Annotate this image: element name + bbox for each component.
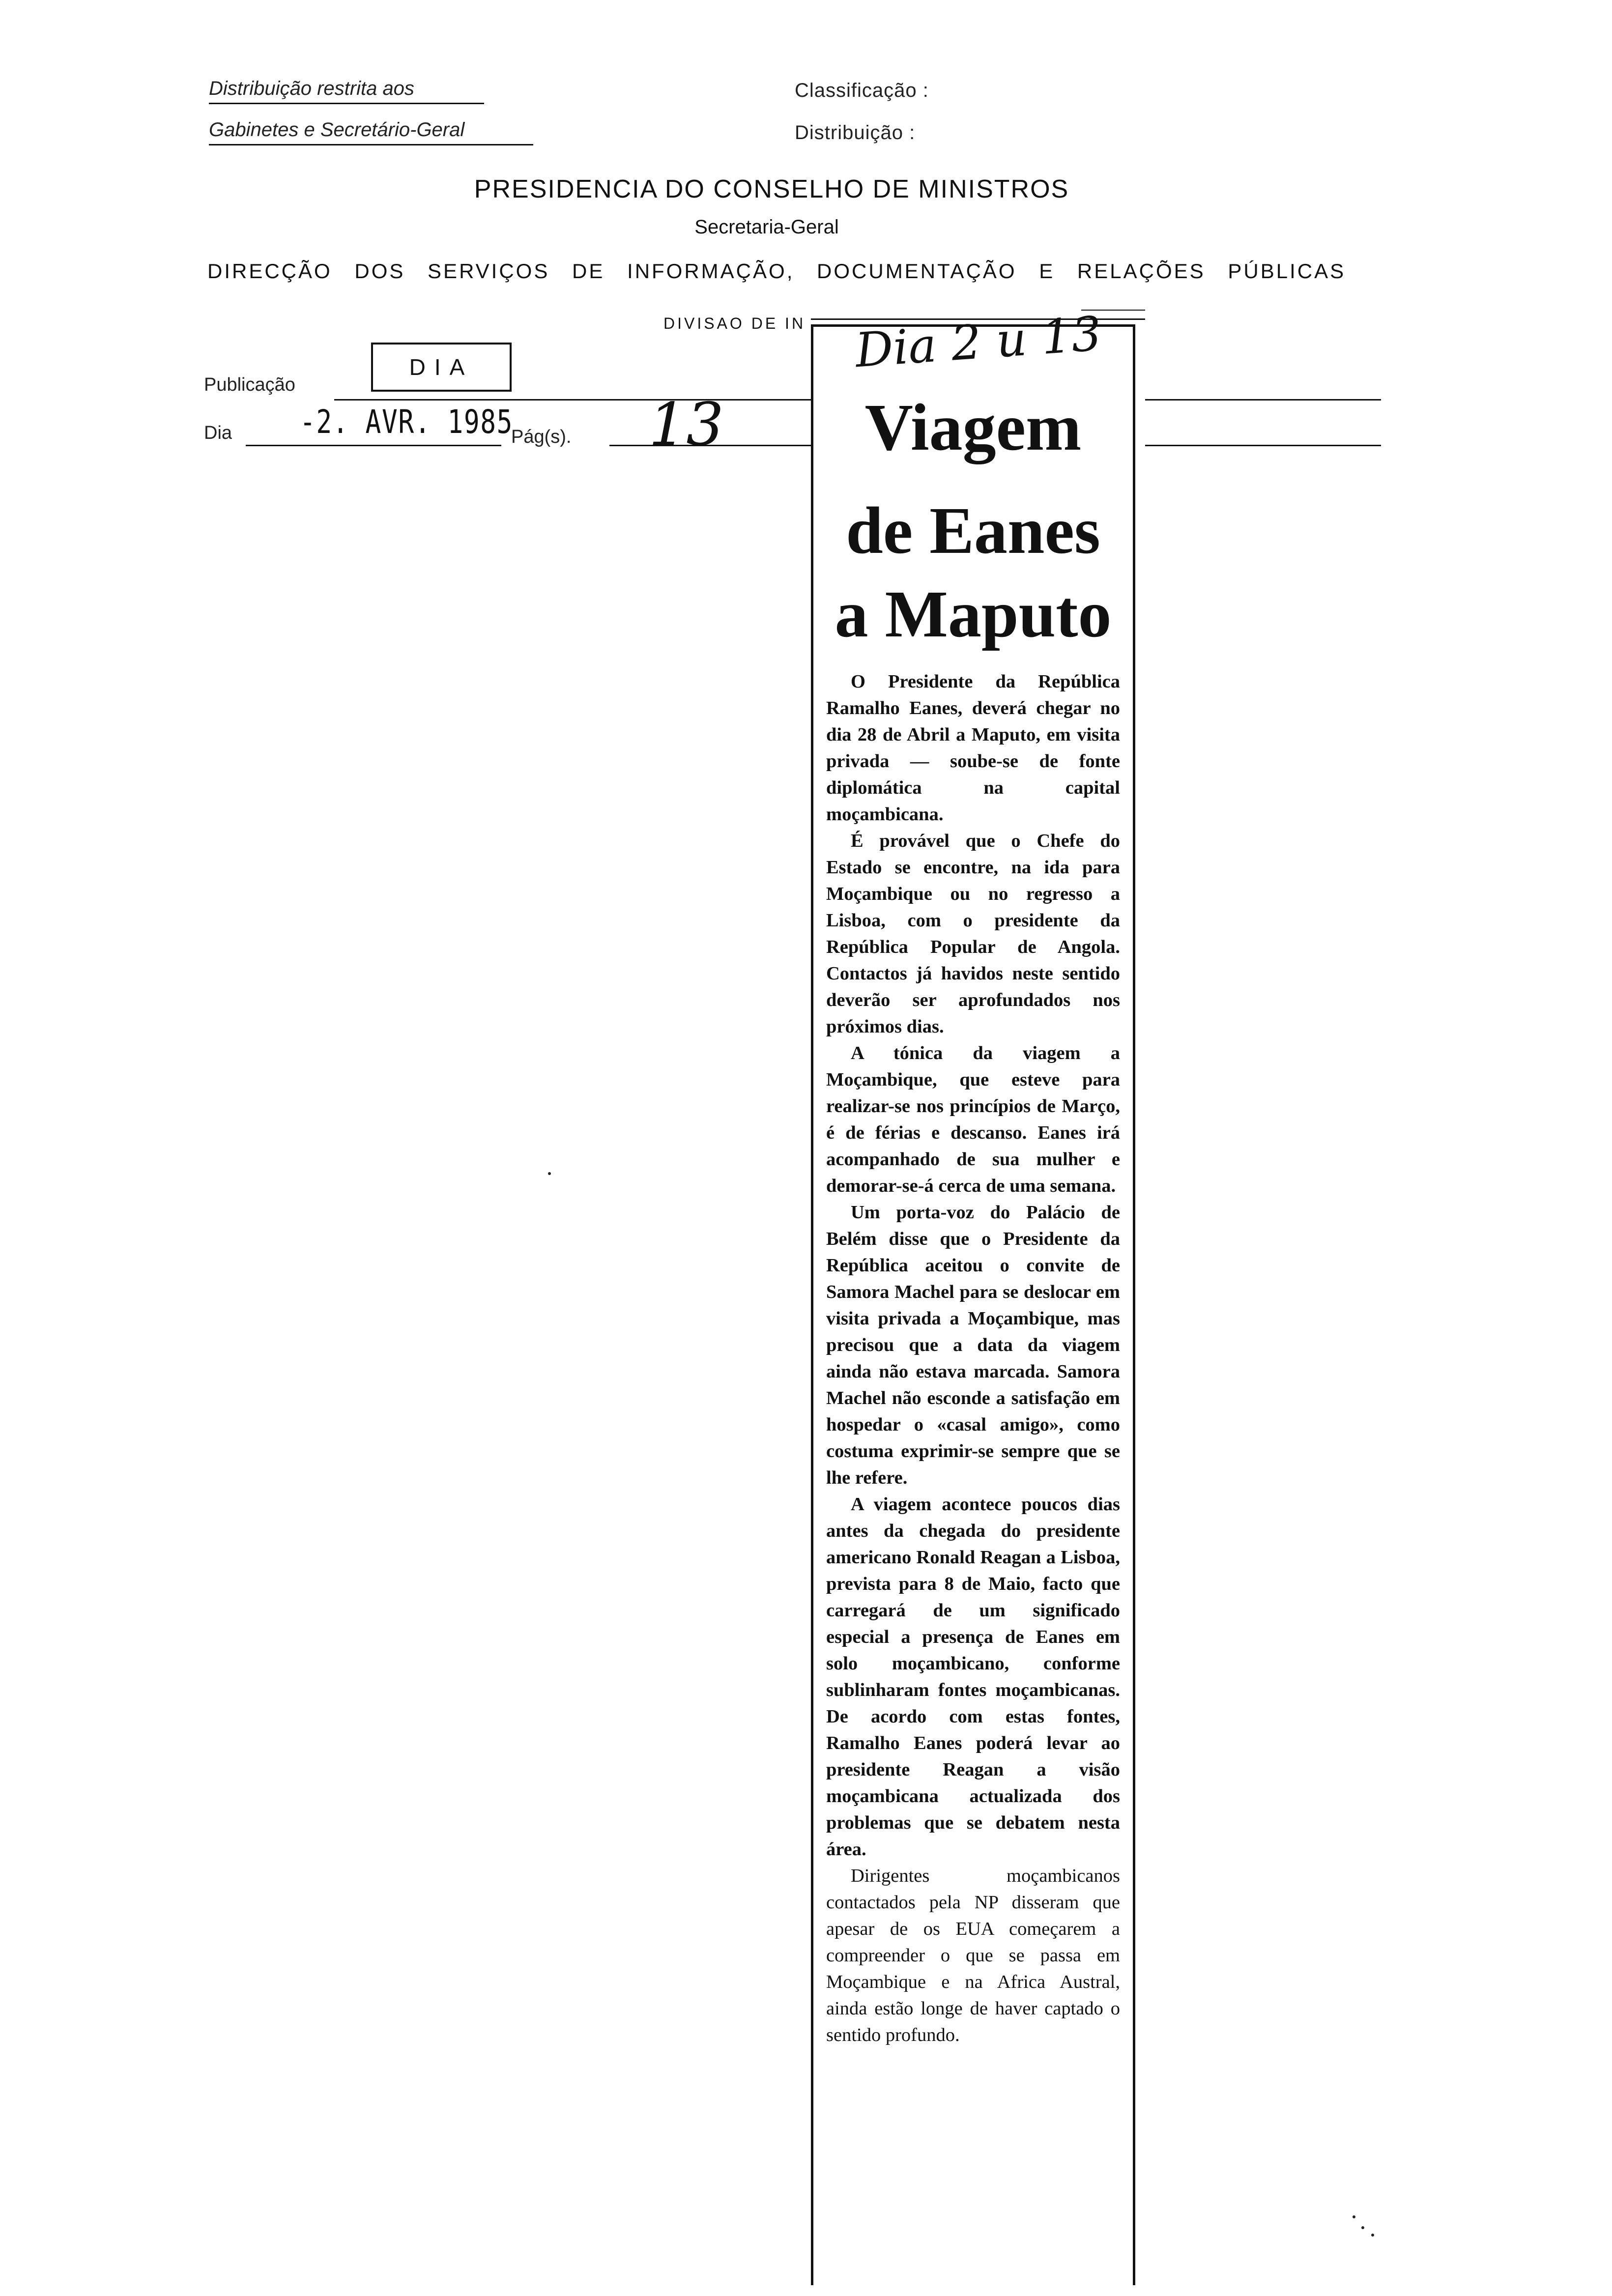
article-paragraph-1: O Presidente da República Ramalho Eanes, deverá chegar no dia 28 de Abril a Maputo, em visita privada — soube-se de fonte diplomática na capital moçambicana. [826,671,1120,825]
distribution-label: Distribuição : [795,122,916,144]
restricted-distribution-line2: Gabinetes e Secretário-Geral [209,119,533,145]
date-stamp: -2. AVR. 1985 [300,403,514,441]
headline-line3: a Maputo [835,577,1112,651]
restricted-distribution-line1: Distribuição restrita aos [209,78,484,104]
right-line-1 [1145,399,1381,401]
publication-stamp: DIA [371,343,512,392]
headline-line1: Viagem [864,391,1082,464]
pages-label: Pág(s). [511,427,572,447]
division-label: DIVISAO DE IN [663,315,806,332]
day-line [246,445,501,446]
newspaper-clipping [811,324,1135,2285]
day-label: Dia [204,423,232,443]
publication-line [334,399,811,401]
article-paragraph-6: Dirigentes moçambicanos contactados pela NP disseram que apesar de os EUA começarem a compreender o que se passa em Moçambique e na Africa Austral, ainda estão longe de haver captado o sentido profundo. [826,1866,1120,2045]
scan-speck [548,1172,551,1175]
article-paragraph-4: Um porta-voz do Palácio de Belém disse que o Presidente da República aceitou o convite de Samora Machel para se deslocar em visita privada a Moçambique, mas precisou que a data da viagem ainda não estava marcada. Samora Machel não esconde a satisfação em hospedar o «casal amigo», como costuma exprimir-se sempre que se lhe refere. [826,1202,1120,1488]
secretariat-title: Secretaria-Geral [694,216,839,238]
pages-handwritten: 13 [649,391,724,459]
scan-speck [1361,2226,1364,2229]
directorate-title: DIRECÇÃO DOS SERVIÇOS DE INFORMAÇÃO, DOCUMENTAÇÃO E RELAÇÕES PÚBLICAS [207,259,1346,283]
publication-label: Publicação [204,374,295,395]
scan-speck [1371,2234,1374,2237]
headline-line2: de Eanes [846,494,1100,568]
ministry-title: PRESIDENCIA DO CONSELHO DE MINISTROS [474,175,1069,203]
classification-label: Classificação : [795,80,929,101]
article-paragraph-2: É provável que o Chefe do Estado se encontre, na ida para Moçambique ou no regresso a Lisboa, com o presidente da República Popular de Angola. Contactos já havidos neste sentido deverão ser aprofundados nos próximos dias. [826,831,1120,1037]
right-line-2 [1145,445,1381,446]
article-paragraph-3: A tónica da viagem a Moçambique, que esteve para realizar-se nos princípios de Março, é de férias e descanso. Eanes irá acompanhado de sua mulher e demorar-se-á cerca de uma semana. [826,1043,1120,1196]
scan-speck [1353,2215,1355,2218]
handwritten-annotation: Dia 2 u 13 [853,306,1103,378]
article-paragraph-5: A viagem acontece poucos dias antes da chegada do presidente americano Ronald Reagan a Lisboa, prevista para 8 de Maio, facto que carregará de um significado especial a presença de Eanes em solo moçambicano, conforme sublinharam fontes moçambicanas. De acordo com estas fontes, Ramalho Eanes poderá levar ao presidente Reagan a visão moçambicana actualizada dos problemas que se debatem nesta área. [826,1494,1120,1860]
article-body [826,668,1120,2048]
